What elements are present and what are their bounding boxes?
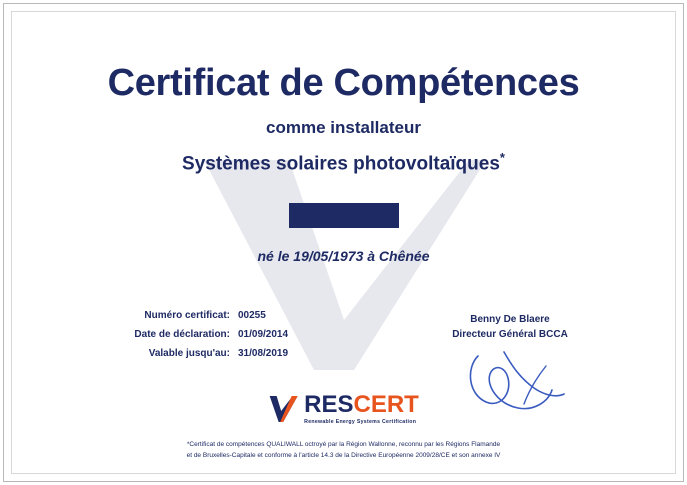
footnote bbox=[0, 439, 687, 461]
logo-wordmark bbox=[304, 393, 419, 417]
logo-tagline: Renewable Energy Systems Certification bbox=[304, 419, 417, 425]
detail-label: Date de déclaration: bbox=[134, 329, 230, 340]
birth-details: né le 19/05/1973 à Chênée bbox=[257, 248, 430, 264]
footnote-line-1: *Certificat de compétences QUALIWALL octroyé par la Région Wallonne, reconnu par les Régions Flamande bbox=[186, 440, 501, 448]
signatory-role: Directeur Général BCCA bbox=[452, 329, 568, 340]
footnote-line-2: et de Bruxelles-Capitale et conforme à l'article 14.3 de la Directive Européenne 2009/28/CE et son annexe IV bbox=[186, 451, 501, 459]
certificate-domain bbox=[0, 150, 687, 175]
rescert-logo-text bbox=[304, 393, 419, 425]
signatory-name: Benny De Blaere bbox=[470, 314, 550, 325]
detail-label: Numéro certificat: bbox=[144, 310, 230, 321]
certificate-domain-text: Systèmes solaires photovoltaïques bbox=[182, 153, 500, 175]
signatory-block bbox=[395, 312, 625, 342]
detail-value: 00255 bbox=[238, 310, 266, 321]
detail-row bbox=[100, 329, 360, 340]
domain-asterisk: * bbox=[499, 150, 505, 165]
detail-label: Valable jusqu'au: bbox=[148, 348, 230, 359]
detail-value: 01/09/2014 bbox=[238, 329, 289, 340]
certificate-role: comme installateur bbox=[266, 118, 421, 137]
logo-text-res: RES bbox=[304, 391, 354, 418]
rescert-logo bbox=[268, 393, 419, 425]
detail-value: 31/08/2019 bbox=[238, 348, 289, 359]
page-title: Certificat de Compétences bbox=[107, 62, 580, 104]
handwritten-signature-icon bbox=[460, 348, 570, 418]
certificate-details bbox=[100, 310, 360, 367]
logo-text-cert: CERT bbox=[353, 391, 419, 418]
detail-row bbox=[100, 310, 360, 321]
detail-row bbox=[100, 348, 360, 359]
rescert-check-icon bbox=[268, 394, 298, 424]
holder-name-redaction bbox=[289, 203, 399, 228]
